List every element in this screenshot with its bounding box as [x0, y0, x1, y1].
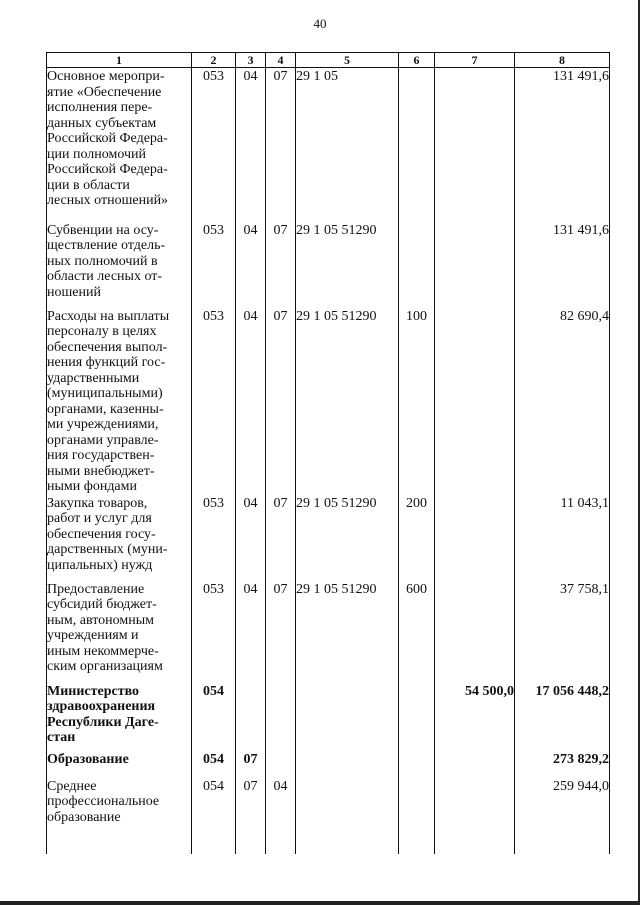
row-cell-c2: 053: [192, 222, 236, 308]
row-cell-c2: 053: [192, 68, 236, 222]
row-label-cell: Основное меропри- ятие «Обеспечение исполнения пере- данных субъектам Российской Федера- ции полномочий Российской Федера- ции в области лесных отношений»: [47, 68, 192, 222]
row-cell-c2: 054: [192, 751, 236, 776]
row-label-cell: Субвенции на осу- ществление отдель- ных полномочий в области лесных от- ношений: [47, 222, 192, 308]
table-row: [47, 308, 610, 495]
table-row: [47, 681, 610, 751]
row-cell-c8: 17 056 448,2: [515, 681, 610, 751]
column-header: 2: [192, 53, 236, 68]
row-label-cell: Предоставление субсидий бюджет- ным, автономным учреждениям и иным некоммерче- ским организациям: [47, 581, 192, 681]
row-cell-c7: [435, 751, 515, 776]
row-cell-c4: [266, 751, 296, 776]
row-cell-c2: 054: [192, 776, 236, 854]
row-cell-c4: 04: [266, 776, 296, 854]
row-cell-c4: 07: [266, 308, 296, 495]
row-cell-c6: [399, 681, 435, 751]
row-cell-c5: 29 1 05: [296, 68, 399, 222]
row-cell-c5: 29 1 05 51290: [296, 495, 399, 581]
row-label-cell: Среднее профессиональное образование: [47, 776, 192, 854]
row-cell-c5: [296, 776, 399, 854]
budget-table: [46, 52, 610, 854]
row-cell-c7: 54 500,0: [435, 681, 515, 751]
row-cell-c5: 29 1 05 51290: [296, 308, 399, 495]
row-cell-c3: 04: [236, 581, 266, 681]
table-row: [47, 222, 610, 308]
row-cell-c3: 07: [236, 751, 266, 776]
row-cell-c6: [399, 222, 435, 308]
row-cell-c3: [236, 681, 266, 751]
row-cell-c3: 04: [236, 495, 266, 581]
row-cell-c6: 200: [399, 495, 435, 581]
row-cell-c6: 100: [399, 308, 435, 495]
row-cell-c5: [296, 681, 399, 751]
row-cell-c7: [435, 68, 515, 222]
row-cell-c2: 053: [192, 581, 236, 681]
row-cell-c4: 07: [266, 581, 296, 681]
table-row: [47, 581, 610, 681]
row-cell-c3: 04: [236, 308, 266, 495]
row-cell-c6: [399, 776, 435, 854]
row-label-cell: Закупка товаров, работ и услуг для обеспечения госу- дарственных (муни- ципальных) нужд: [47, 495, 192, 581]
row-cell-c4: [266, 681, 296, 751]
row-cell-c6: 600: [399, 581, 435, 681]
row-cell-c2: 054: [192, 681, 236, 751]
row-cell-c4: 07: [266, 495, 296, 581]
row-cell-c5: 29 1 05 51290: [296, 222, 399, 308]
row-cell-c3: 04: [236, 68, 266, 222]
column-header: 7: [435, 53, 515, 68]
column-header-row: [47, 53, 610, 68]
column-header: 5: [296, 53, 399, 68]
row-cell-c8: 37 758,1: [515, 581, 610, 681]
table-row: [47, 751, 610, 776]
column-header: 4: [266, 53, 296, 68]
row-label-cell: Министерство здравоохранения Республики Даге- стан: [47, 681, 192, 751]
row-cell-c2: 053: [192, 308, 236, 495]
column-header: 3: [236, 53, 266, 68]
row-cell-c8: 11 043,1: [515, 495, 610, 581]
column-header: 1: [47, 53, 192, 68]
table-row: [47, 776, 610, 854]
column-header: 6: [399, 53, 435, 68]
column-header: 8: [515, 53, 610, 68]
row-cell-c7: [435, 581, 515, 681]
row-cell-c4: 07: [266, 222, 296, 308]
table-row: [47, 68, 610, 222]
row-cell-c3: 04: [236, 222, 266, 308]
row-cell-c3: 07: [236, 776, 266, 854]
row-cell-c7: [435, 308, 515, 495]
row-cell-c7: [435, 495, 515, 581]
row-cell-c8: 131 491,6: [515, 68, 610, 222]
row-cell-c6: [399, 751, 435, 776]
row-cell-c2: 053: [192, 495, 236, 581]
row-cell-c5: [296, 751, 399, 776]
row-cell-c7: [435, 776, 515, 854]
row-cell-c6: [399, 68, 435, 222]
page-number: 40: [313, 16, 327, 31]
scan-bottom-edge: [0, 901, 640, 905]
table-row: [47, 495, 610, 581]
row-cell-c8: 259 944,0: [515, 776, 610, 854]
row-cell-c8: 131 491,6: [515, 222, 610, 308]
row-label-cell: Образование: [47, 751, 192, 776]
row-cell-c8: 273 829,2: [515, 751, 610, 776]
row-label-cell: Расходы на выплаты персоналу в целях обеспечения выпол- нения функций гос- ударственными (муниципальными) органами, казенны- ми учреждениями, органами управле- ния государствен- ными внебюджет- ными фондами: [47, 308, 192, 495]
row-cell-c8: 82 690,4: [515, 308, 610, 495]
row-cell-c7: [435, 222, 515, 308]
row-cell-c5: 29 1 05 51290: [296, 581, 399, 681]
row-cell-c4: 07: [266, 68, 296, 222]
